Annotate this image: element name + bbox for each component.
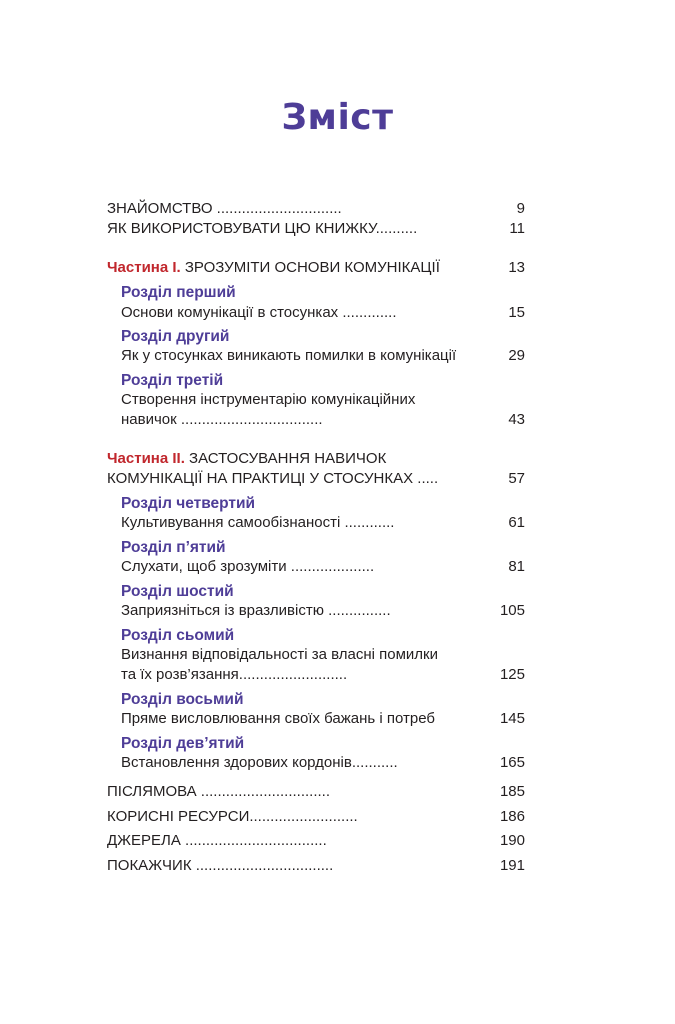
toc-part-2-line2[interactable] (107, 468, 525, 490)
toc-entry-text: Слухати, щоб зрозуміти .................... (121, 558, 375, 575)
toc-entry-resources[interactable] (107, 806, 525, 828)
toc-part-2-line1[interactable] (107, 448, 525, 470)
toc-entry-sources[interactable] (107, 830, 525, 852)
toc-entry-chapter-8[interactable] (121, 708, 525, 730)
toc-entry-text: ЗНАЙОМСТВО .............................. (107, 200, 342, 217)
toc-page-number: 9 (516, 200, 525, 217)
toc-entry-text: ДЖЕРЕЛА .................................. (107, 832, 327, 849)
part-title: ЗАСТОСУВАННЯ НАВИЧОК (184, 450, 387, 467)
toc-page-number: 190 (499, 832, 525, 849)
toc-entry-intro[interactable] (107, 198, 525, 220)
toc-page-number: 191 (499, 857, 525, 874)
toc-entry-index[interactable] (107, 855, 525, 877)
toc-entry-chapter-2[interactable] (121, 345, 525, 367)
toc-page-number: 145 (499, 710, 525, 727)
part-label: Частина ІІ. (107, 450, 185, 467)
page-title: Зміст (281, 97, 394, 138)
toc-page-number: 81 (508, 558, 525, 575)
toc-entry-text: ПОКАЖЧИК ................................. (107, 857, 334, 874)
toc-entry-text: Пряме висловлювання своїх бажань і потреб (121, 710, 435, 727)
toc-entry-text: та їх розв’язання.......................... (121, 666, 348, 683)
chapter-label: Розділ дев’ятий (121, 735, 245, 752)
toc-entry-chapter-5[interactable] (121, 556, 525, 578)
toc-page-number: 185 (499, 783, 525, 800)
toc-entry-chapter-6[interactable] (121, 600, 525, 622)
toc-entry-chapter-4[interactable] (121, 512, 525, 534)
toc-entry-text: ЯК ВИКОРИСТОВУВАТИ ЦЮ КНИЖКУ.......... (107, 220, 418, 237)
toc-page-number: 61 (508, 514, 525, 531)
toc-entry-afterword[interactable] (107, 781, 525, 803)
toc-entry-chapter-3-line2[interactable] (121, 409, 525, 431)
chapter-label: Розділ четвертий (121, 495, 256, 512)
toc-page-number: 11 (509, 220, 525, 237)
part-title: КОМУНІКАЦІЇ НА ПРАКТИЦІ У СТОСУНКАХ ..... (107, 470, 439, 487)
toc-entry-chapter-1[interactable] (121, 302, 525, 324)
toc-entry-text: ПІСЛЯМОВА ............................... (107, 783, 330, 800)
chapter-label: Розділ шостий (121, 583, 234, 600)
toc-entry-text: Основи комунікації в стосунках ............. (121, 304, 397, 321)
chapter-label: Розділ сьомий (121, 627, 235, 644)
toc-entry-text: Культивування самообізнаності ............ (121, 514, 395, 531)
toc-entry-text: Заприязніться із вразливістю ............... (121, 602, 391, 619)
toc-entry-text: Встановлення здорових кордонів........... (121, 754, 398, 771)
toc-entry-text: КОРИСНІ РЕСУРСИ.......................... (107, 808, 358, 825)
toc-page-number: 43 (508, 411, 525, 428)
toc-page-number: 13 (508, 259, 525, 276)
toc-entry-chapter-7-line2[interactable] (121, 664, 525, 686)
toc-entry-text: Визнання відповідальності за власні помилки (121, 646, 438, 663)
chapter-label: Розділ третій (121, 372, 224, 389)
toc-page-number: 29 (508, 347, 525, 364)
toc-part-1[interactable] (107, 257, 525, 279)
part-label: Частина І. (107, 259, 181, 276)
toc-page-number: 125 (499, 666, 525, 683)
toc-page-number: 165 (499, 754, 525, 771)
toc-entry-chapter-9[interactable] (121, 752, 525, 774)
toc-entry-text: Створення інструментарію комунікаційних (121, 391, 416, 408)
toc-page-number: 57 (508, 470, 525, 487)
chapter-label: Розділ п’ятий (121, 539, 226, 556)
toc-page-number: 105 (499, 602, 525, 619)
chapter-label: Розділ перший (121, 284, 236, 301)
toc-page-number: 186 (499, 808, 525, 825)
toc-entry-text: Як у стосунках виникають помилки в комунікації (121, 347, 457, 364)
chapter-label: Розділ другий (121, 328, 230, 345)
toc-entry-chapter-7-line1[interactable] (121, 644, 525, 666)
part-title: ЗРОЗУМІТИ ОСНОВИ КОМУНІКАЦІЇ (180, 259, 440, 276)
toc-entry-howto[interactable] (107, 218, 525, 240)
toc-entry-text: навичок .................................. (121, 411, 323, 428)
toc-entry-chapter-3-line1[interactable] (121, 389, 525, 411)
chapter-label: Розділ восьмий (121, 691, 244, 708)
toc-page-number: 15 (508, 304, 525, 321)
